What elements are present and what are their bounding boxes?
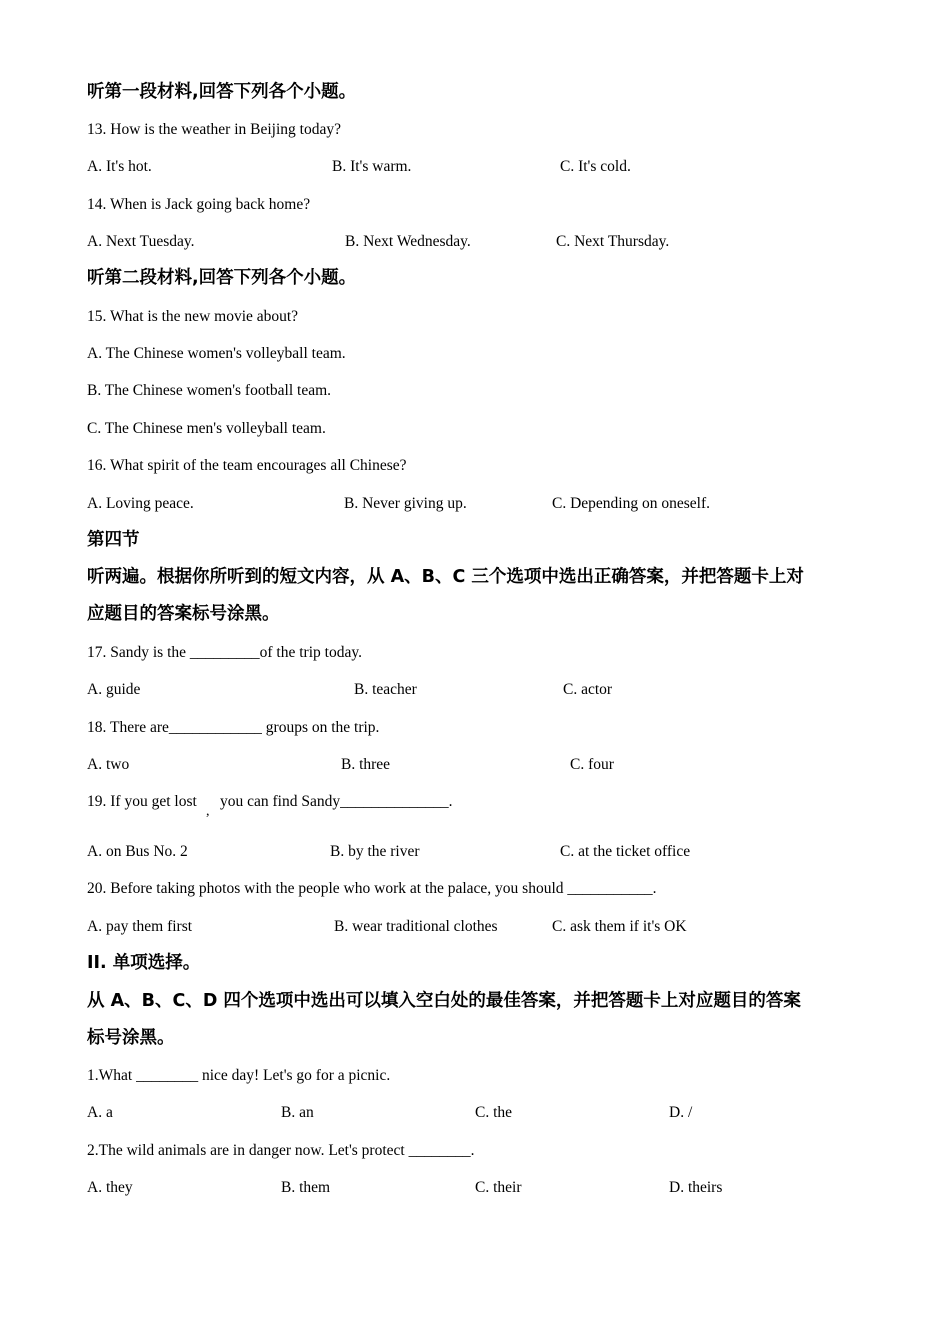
q16-option-b[interactable]: B. Never giving up. [344, 495, 467, 512]
question-13: 13. How is the weather in Beijing today? [87, 121, 341, 138]
q1-option-c[interactable]: C. the [475, 1104, 513, 1121]
q13-option-c[interactable]: C. It's cold. [560, 158, 631, 175]
q13-option-b[interactable]: B. It's warm. [332, 158, 412, 175]
q14-option-c[interactable]: C. Next Thursday. [556, 233, 670, 250]
q2-option-d[interactable]: D. theirs [669, 1179, 723, 1196]
q2-option-a[interactable]: A. they [87, 1179, 133, 1196]
part-2-instruction-1: 从 A、B、C、D 四个选项中选出可以填入空白处的最佳答案，并把答题卡上对应题目的答案 [87, 991, 801, 1011]
q20-option-b[interactable]: B. wear traditional clothes [334, 918, 498, 935]
q15-option-a[interactable]: A. The Chinese women's volleyball team. [87, 345, 346, 362]
q15-option-b[interactable]: B. The Chinese women's football team. [87, 382, 332, 399]
q19-option-b[interactable]: B. by the river [330, 843, 420, 860]
q1-option-b[interactable]: B. an [281, 1104, 314, 1121]
part-2-heading: II. 单项选择。 [87, 953, 201, 973]
q14-option-a[interactable]: A. Next Tuesday. [87, 233, 195, 250]
question-2: 2.The wild animals are in danger now. Let's protect ________. [87, 1142, 475, 1159]
q17-option-c[interactable]: C. actor [563, 681, 613, 698]
q16-option-a[interactable]: A. Loving peace. [87, 495, 194, 512]
part-4-instruction-1: 听两遍。根据你所听到的短文内容，从 A、B、C 三个选项中选出正确答案，并把答题卡上对 [87, 567, 804, 587]
question-17: 17. Sandy is the _________of the trip today. [87, 644, 362, 661]
question-19-comma: , [206, 804, 210, 819]
q19-option-a[interactable]: A. on Bus No. 2 [87, 843, 188, 860]
q18-option-b[interactable]: B. three [341, 756, 391, 773]
q18-option-c[interactable]: C. four [570, 756, 614, 773]
question-20: 20. Before taking photos with the people who work at the palace, you should ___________. [87, 880, 657, 897]
q14-option-b[interactable]: B. Next Wednesday. [345, 233, 471, 250]
q15-option-c[interactable]: C. The Chinese men's volleyball team. [87, 420, 326, 437]
question-18: 18. There are____________ groups on the trip. [87, 719, 380, 736]
part-4-instruction-2: 应题目的答案标号涂黑。 [87, 604, 280, 624]
question-19-part-1: 19. If you get lost [87, 793, 197, 810]
part-2-instruction-2: 标号涂黑。 [87, 1028, 175, 1048]
question-1: 1.What ________ nice day! Let's go for a picnic. [87, 1067, 391, 1084]
q13-option-a[interactable]: A. It's hot. [87, 158, 152, 175]
question-15: 15. What is the new movie about? [87, 308, 299, 325]
q2-option-c[interactable]: C. their [475, 1179, 522, 1196]
section-heading-1: 听第一段材料,回答下列各个小题。 [87, 82, 357, 102]
q2-option-b[interactable]: B. them [281, 1179, 331, 1196]
q20-option-c[interactable]: C. ask them if it's OK [552, 918, 687, 935]
section-heading-2: 听第二段材料,回答下列各个小题。 [87, 268, 357, 288]
question-16: 16. What spirit of the team encourages all Chinese? [87, 457, 407, 474]
q17-option-b[interactable]: B. teacher [354, 681, 417, 698]
q19-option-c[interactable]: C. at the ticket office [560, 843, 691, 860]
q18-option-a[interactable]: A. two [87, 756, 130, 773]
q17-option-a[interactable]: A. guide [87, 681, 141, 698]
question-19-part-2: you can find Sandy______________. [220, 793, 453, 810]
question-14: 14. When is Jack going back home? [87, 196, 311, 213]
q16-option-c[interactable]: C. Depending on oneself. [552, 495, 710, 512]
q1-option-a[interactable]: A. a [87, 1104, 113, 1121]
q20-option-a[interactable]: A. pay them first [87, 918, 193, 935]
part-4-heading: 第四节 [87, 530, 140, 550]
q1-option-d[interactable]: D. / [669, 1104, 693, 1121]
